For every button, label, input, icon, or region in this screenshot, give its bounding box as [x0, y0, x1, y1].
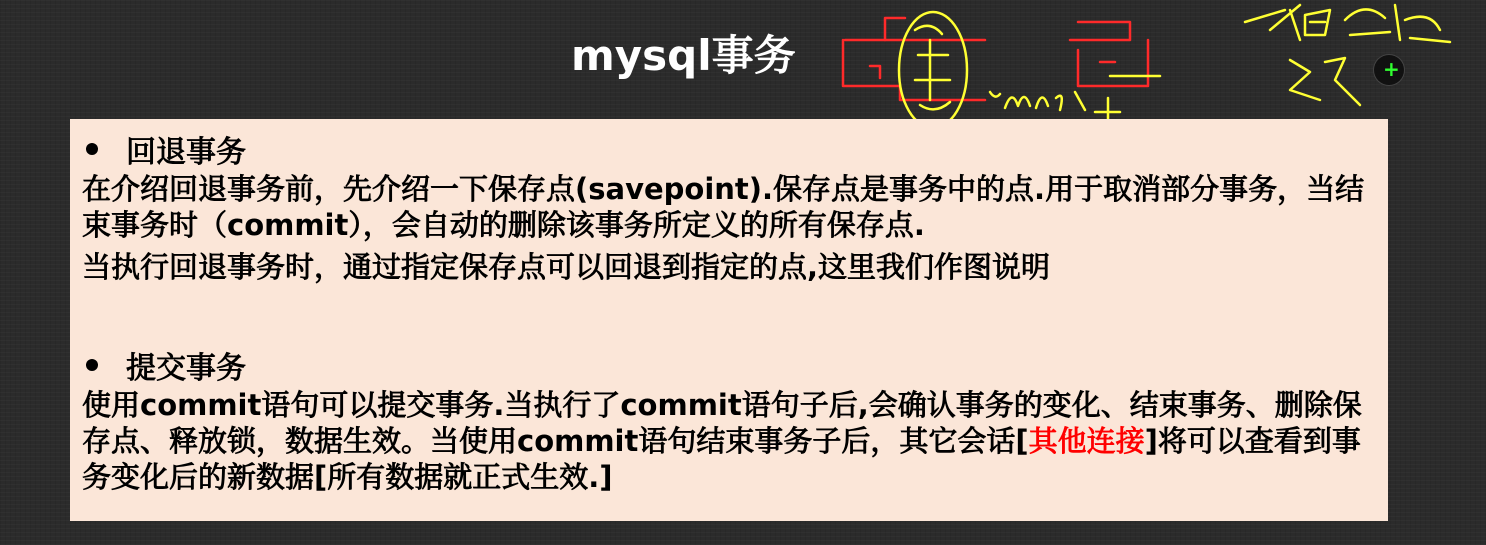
rollback-paragraph-2: 当执行回退事务时，通过指定保存点可以回退到指定的点,这里我们作图说明: [82, 250, 1051, 284]
section-heading: [82, 343, 1376, 387]
section-heading: [82, 127, 1376, 171]
heading-commit: 提交事务: [126, 351, 246, 386]
content-box: [70, 119, 1388, 521]
commit-text-before: 使用commit语句可以提交事务.当执行了commit语句子后,会确认事务的变化、结束事务、删除保存点、释放锁，数据生效。当使用commit语句结束事务子后，其它会话[: [82, 388, 1362, 458]
heading-rollback: 回退事务: [126, 135, 246, 170]
crosshair-icon: +: [1383, 57, 1400, 81]
highlight-other-connections: 其他连接: [1028, 424, 1145, 458]
commit-text-after: ]将可以查看到事务变化后的新数据[所有数据就正式生效.]: [82, 424, 1361, 494]
rollback-paragraph-1: 在介绍回退事务前，先介绍一下保存点(savepoint).保存点是事务中的点.用于取消部分事务，当结束事务时（commit），会自动的删除该事务所定义的所有保存点.: [82, 172, 1365, 242]
bullet-icon: [86, 359, 98, 371]
commit-paragraph: [82, 387, 1376, 495]
slide-title: mysql事务: [571, 31, 796, 80]
bullet-icon: [86, 143, 98, 155]
